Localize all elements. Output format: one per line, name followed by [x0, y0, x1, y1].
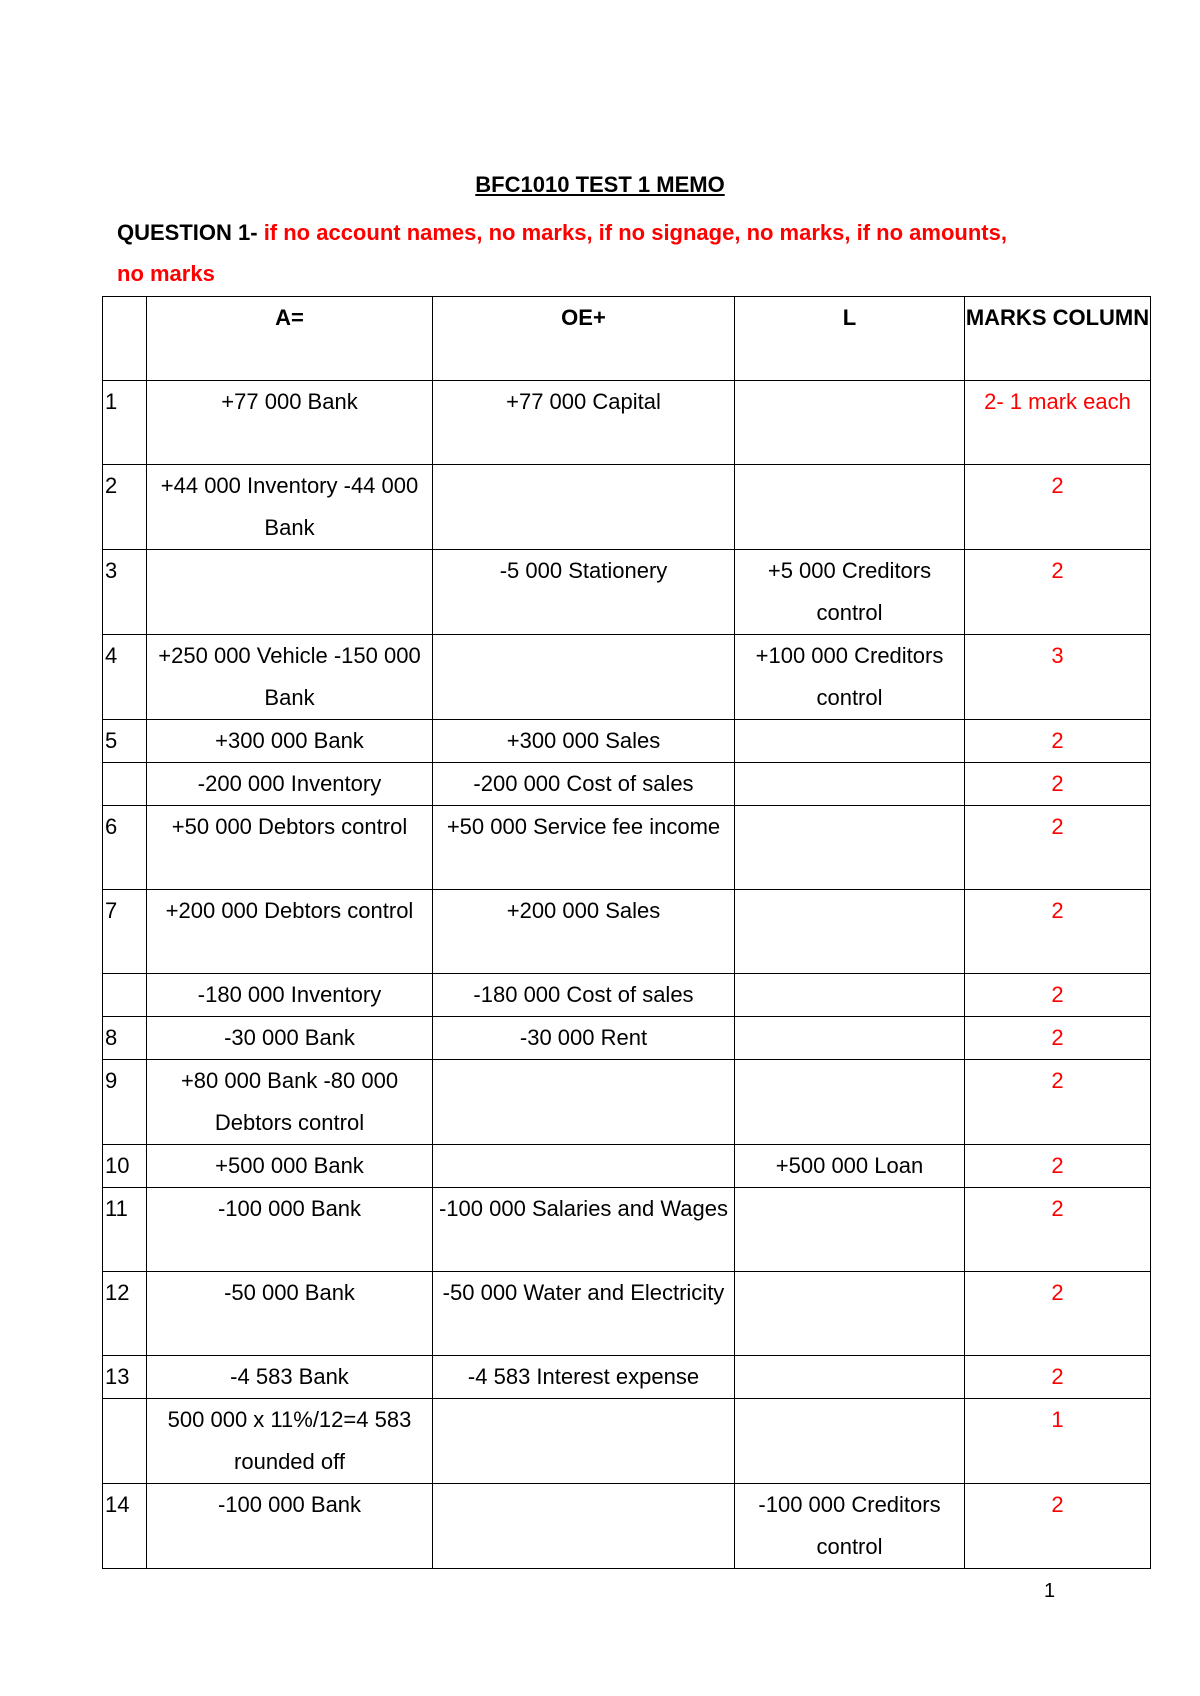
cell-owners-equity: +50 000 Service fee income: [433, 806, 735, 890]
cell-marks: 2: [965, 1484, 1151, 1569]
cell-marks: 2: [965, 763, 1151, 806]
cell-marks: 2: [965, 806, 1151, 890]
cell-num: 14: [103, 1484, 147, 1569]
cell-liabilities: [735, 465, 965, 550]
cell-num: 7: [103, 890, 147, 974]
cell-assets: +200 000 Debtors control: [147, 890, 433, 974]
question-note: if no account names, no marks, if no signage, no marks, if no amounts, no marks: [117, 220, 1007, 286]
table-row: [103, 550, 1151, 635]
cell-num: 4: [103, 635, 147, 720]
cell-num: 2: [103, 465, 147, 550]
cell-assets: -100 000 Bank: [147, 1484, 433, 1569]
table-row: [103, 1017, 1151, 1060]
cell-liabilities: [735, 381, 965, 465]
header-marks: MARKS COLUMN: [965, 297, 1151, 381]
cell-assets: 500 000 x 11%/12=4 583 rounded off: [147, 1399, 433, 1484]
cell-marks: 2: [965, 1060, 1151, 1145]
cell-liabilities: [735, 1188, 965, 1272]
table-header-row: [103, 297, 1151, 381]
cell-num: [103, 763, 147, 806]
cell-liabilities: [735, 974, 965, 1017]
table-row: [103, 806, 1151, 890]
table-row: [103, 1399, 1151, 1484]
cell-owners-equity: -100 000 Salaries and Wages: [433, 1188, 735, 1272]
cell-marks: 2: [965, 550, 1151, 635]
cell-liabilities: [735, 720, 965, 763]
cell-assets: [147, 550, 433, 635]
cell-assets: +80 000 Bank -80 000 Debtors control: [147, 1060, 433, 1145]
cell-liabilities: +100 000 Creditors control: [735, 635, 965, 720]
cell-num: 11: [103, 1188, 147, 1272]
cell-num: 10: [103, 1145, 147, 1188]
document-title: BFC1010 TEST 1 MEMO: [475, 172, 725, 197]
cell-marks: 2: [965, 1188, 1151, 1272]
cell-owners-equity: +77 000 Capital: [433, 381, 735, 465]
cell-owners-equity: [433, 1145, 735, 1188]
cell-marks: 2: [965, 465, 1151, 550]
cell-liabilities: [735, 806, 965, 890]
table-row: [103, 890, 1151, 974]
cell-num: 13: [103, 1356, 147, 1399]
cell-assets: -200 000 Inventory: [147, 763, 433, 806]
cell-num: [103, 1399, 147, 1484]
cell-marks: 2: [965, 1145, 1151, 1188]
cell-num: 1: [103, 381, 147, 465]
cell-liabilities: [735, 1272, 965, 1356]
cell-assets: +500 000 Bank: [147, 1145, 433, 1188]
cell-liabilities: [735, 1356, 965, 1399]
cell-num: 6: [103, 806, 147, 890]
cell-marks: 2: [965, 974, 1151, 1017]
cell-owners-equity: [433, 1399, 735, 1484]
cell-marks: 1: [965, 1399, 1151, 1484]
question-heading: [117, 212, 1017, 294]
cell-assets: +44 000 Inventory -44 000 Bank: [147, 465, 433, 550]
cell-assets: -100 000 Bank: [147, 1188, 433, 1272]
header-liabilities: L: [735, 297, 965, 381]
table-row: [103, 1145, 1151, 1188]
cell-marks: 2: [965, 720, 1151, 763]
table-row: [103, 763, 1151, 806]
page-number: 1: [1044, 1580, 1056, 1602]
header-owners-equity: OE+: [433, 297, 735, 381]
cell-marks: 3: [965, 635, 1151, 720]
cell-assets: +77 000 Bank: [147, 381, 433, 465]
cell-num: 8: [103, 1017, 147, 1060]
cell-liabilities: +500 000 Loan: [735, 1145, 965, 1188]
cell-assets: -4 583 Bank: [147, 1356, 433, 1399]
cell-marks: 2: [965, 1017, 1151, 1060]
table-row: [103, 465, 1151, 550]
cell-num: 9: [103, 1060, 147, 1145]
cell-owners-equity: -5 000 Stationery: [433, 550, 735, 635]
cell-marks: 2: [965, 890, 1151, 974]
cell-owners-equity: [433, 1484, 735, 1569]
cell-owners-equity: [433, 465, 735, 550]
cell-owners-equity: -30 000 Rent: [433, 1017, 735, 1060]
cell-liabilities: [735, 1017, 965, 1060]
cell-owners-equity: -180 000 Cost of sales: [433, 974, 735, 1017]
cell-num: [103, 974, 147, 1017]
cell-assets: -50 000 Bank: [147, 1272, 433, 1356]
cell-assets: +50 000 Debtors control: [147, 806, 433, 890]
table-body: [103, 381, 1151, 1569]
cell-liabilities: [735, 1399, 965, 1484]
table-row: [103, 1484, 1151, 1569]
question-label: QUESTION 1-: [117, 220, 258, 245]
table-row: [103, 1272, 1151, 1356]
cell-owners-equity: -4 583 Interest expense: [433, 1356, 735, 1399]
cell-liabilities: [735, 763, 965, 806]
cell-owners-equity: -50 000 Water and Electricity: [433, 1272, 735, 1356]
cell-liabilities: [735, 1060, 965, 1145]
cell-num: 5: [103, 720, 147, 763]
cell-assets: -180 000 Inventory: [147, 974, 433, 1017]
cell-liabilities: [735, 890, 965, 974]
cell-marks: 2: [965, 1272, 1151, 1356]
cell-owners-equity: [433, 1060, 735, 1145]
cell-liabilities: +5 000 Creditors control: [735, 550, 965, 635]
table-row: [103, 381, 1151, 465]
cell-owners-equity: +300 000 Sales: [433, 720, 735, 763]
memo-table: [102, 296, 1151, 1569]
table-row: [103, 1356, 1151, 1399]
cell-owners-equity: [433, 635, 735, 720]
cell-marks: 2- 1 mark each: [965, 381, 1151, 465]
header-assets: A=: [147, 297, 433, 381]
table-row: [103, 974, 1151, 1017]
table-row: [103, 1188, 1151, 1272]
cell-num: 12: [103, 1272, 147, 1356]
header-num: [103, 297, 147, 381]
cell-assets: +300 000 Bank: [147, 720, 433, 763]
cell-num: 3: [103, 550, 147, 635]
table-row: [103, 720, 1151, 763]
cell-owners-equity: +200 000 Sales: [433, 890, 735, 974]
cell-liabilities: -100 000 Creditors control: [735, 1484, 965, 1569]
cell-owners-equity: -200 000 Cost of sales: [433, 763, 735, 806]
table-row: [103, 635, 1151, 720]
table-row: [103, 1060, 1151, 1145]
cell-assets: +250 000 Vehicle -150 000 Bank: [147, 635, 433, 720]
cell-marks: 2: [965, 1356, 1151, 1399]
cell-assets: -30 000 Bank: [147, 1017, 433, 1060]
